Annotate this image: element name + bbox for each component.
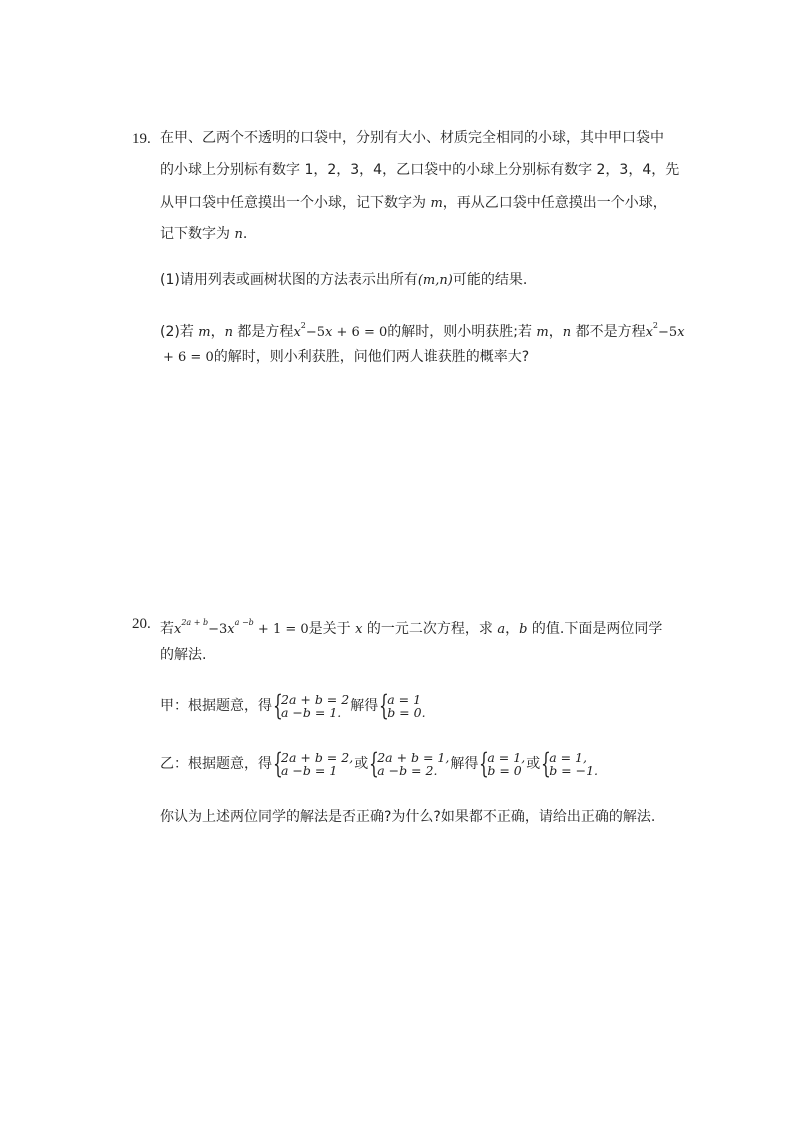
q19-text-line-4 (160, 224, 247, 245)
q20-exp1: 2a + b (181, 618, 209, 627)
question-19-number: 19. (132, 131, 151, 147)
q20-jia-sol-row1: a = 1 (387, 692, 422, 707)
q19-line4-text-b: . (242, 226, 248, 242)
q19-part2-line2-text: 的解时，则小利获胜，问他们两人谁获胜的概率大? (213, 349, 530, 365)
q19-part1-text-a: (1)请用列表或画树状图的方法表示出所有 (160, 272, 418, 288)
q20-yi-solution-2 (541, 747, 599, 780)
q19-eq-plus6: + 6 = 0 (332, 325, 388, 340)
q19-part-2-line-1 (160, 316, 685, 343)
q19-text-line-2: 的小球上分别标有数字 1，2，3，4，乙口袋中的小球上分别标有数字 2，3，4，先 (160, 162, 680, 178)
brace-icon: { (273, 689, 283, 722)
q20-yi-solution (160, 747, 599, 780)
q20-text-line-2: 的解法. (160, 647, 207, 663)
q19-part-1 (160, 270, 527, 291)
q19-var-n: n (234, 227, 243, 242)
q19-part1-text-b: 可能的结果. (452, 272, 528, 288)
q20-yi-prefix: 乙：根据题意，得 (160, 756, 272, 772)
q20-yi-or1: 或 (354, 756, 369, 772)
q19-part2-var-m2: m (536, 325, 549, 340)
q19-eq2-x2: x (677, 325, 685, 340)
q19-text-line-3 (160, 193, 667, 214)
q20-jia-prefix: 甲：根据题意，得 (160, 698, 272, 714)
q19-part2-mid2: 的解时，则小明获胜;若 (387, 324, 537, 340)
q19-eq2-exp: 2 (652, 321, 659, 330)
q19-line3-text-b: ，再从乙口袋中任意摸出一个小球， (442, 195, 667, 211)
q20-yi-sys2-row1: 2a + b = 1, (377, 750, 450, 765)
q20-comma: ， (505, 621, 520, 637)
q19-part2-mid3: 都不是方程 (571, 324, 646, 340)
q20-jia-solution (160, 689, 427, 722)
q19-eq2-minus5: −5 (658, 325, 678, 340)
q20-yi-sys1-row1: 2a + b = 2, (281, 750, 354, 765)
q20-plus1: + 1 = 0 (253, 622, 309, 637)
q19-eq2-plus6: + 6 = 0 (163, 350, 214, 365)
q20-minus3: −3 (208, 622, 228, 637)
q19-eq-x2: x (325, 325, 333, 340)
brace-icon: { (479, 747, 490, 780)
q19-part2-var-n2: n (562, 325, 572, 340)
q20-line1-end: 的值.下面是两位同学 (527, 621, 663, 637)
q20-yi-mid: 解得 (450, 756, 479, 772)
q20-yi-sys1-row2: a −b = 1 (281, 763, 338, 778)
q19-line3-text-a: 从甲口袋中任意摸出一个小球，记下数字为 (160, 195, 431, 211)
q20-var-b: b (519, 622, 528, 637)
q20-yi-solution-1 (479, 747, 526, 780)
q19-part2-sep: ， (210, 324, 225, 340)
q19-eq2-x: x (645, 325, 653, 340)
q20-jia-sol-row2: b = 0. (387, 705, 426, 720)
q20-yi-sol1-row2: b = 0 (487, 763, 522, 778)
brace-icon: { (273, 747, 283, 780)
q20-exp2: a −b (234, 618, 254, 627)
q20-var-a: a (497, 622, 506, 637)
brace-icon: { (541, 747, 551, 780)
q20-base-x: x (174, 622, 182, 637)
q20-yi-or2: 或 (526, 756, 541, 772)
q20-line1-mid: 是关于 (308, 621, 356, 637)
q20-yi-sol2-row1: a = 1, (549, 750, 587, 765)
brace-icon: { (379, 689, 390, 722)
q20-jia-sys-row2: a −b = 1. (281, 705, 342, 720)
q20-line1-mid2: 的一元二次方程，求 (362, 621, 498, 637)
q20-yi-sol1-row1: a = 1, (487, 750, 526, 765)
q19-part2-var-n: n (224, 325, 233, 340)
q20-base-x2: x (227, 622, 235, 637)
q19-var-m: m (430, 196, 443, 211)
brace-icon: { (369, 747, 379, 780)
q20-yi-system-1 (273, 747, 354, 780)
q19-eq-minus5: −5 (305, 325, 326, 340)
q19-part1-pair: (m,n) (417, 273, 453, 288)
q20-var-x: x (355, 622, 363, 637)
q20-yi-sol2-row2: b = −1. (549, 763, 599, 778)
q20-yi-system-2 (369, 747, 450, 780)
q19-line4-text-a: 记下数字为 (160, 226, 235, 242)
q19-part-2-line-2 (163, 347, 529, 368)
q20-jia-sys-row1: 2a + b = 2 (281, 692, 350, 707)
q20-yi-sys2-row2: a −b = 2. (377, 763, 438, 778)
q20-prefix: 若 (160, 621, 174, 637)
q19-part2-prefix: (2)若 (160, 324, 199, 340)
q19-part2-var-m: m (198, 325, 211, 340)
q19-part2-mid1: 都是方程 (232, 324, 294, 340)
q19-eq-exp: 2 (300, 321, 306, 330)
q20-text-line-1 (160, 613, 662, 640)
q20-jia-solution-system (379, 689, 426, 722)
q20-jia-system (273, 689, 350, 722)
q20-closing-question: 你认为上述两位同学的解法是否正确?为什么?如果都不正确，请给出正确的解法. (160, 809, 656, 825)
q19-part2-sep2: ， (548, 324, 563, 340)
q19-text-line-1: 在甲、乙两个不透明的口袋中，分别有大小、材质完全相同的小球，其中甲口袋中 (160, 130, 664, 146)
question-20-number: 20. (132, 616, 151, 632)
q19-eq-x: x (293, 325, 301, 340)
q20-jia-mid: 解得 (350, 698, 379, 714)
